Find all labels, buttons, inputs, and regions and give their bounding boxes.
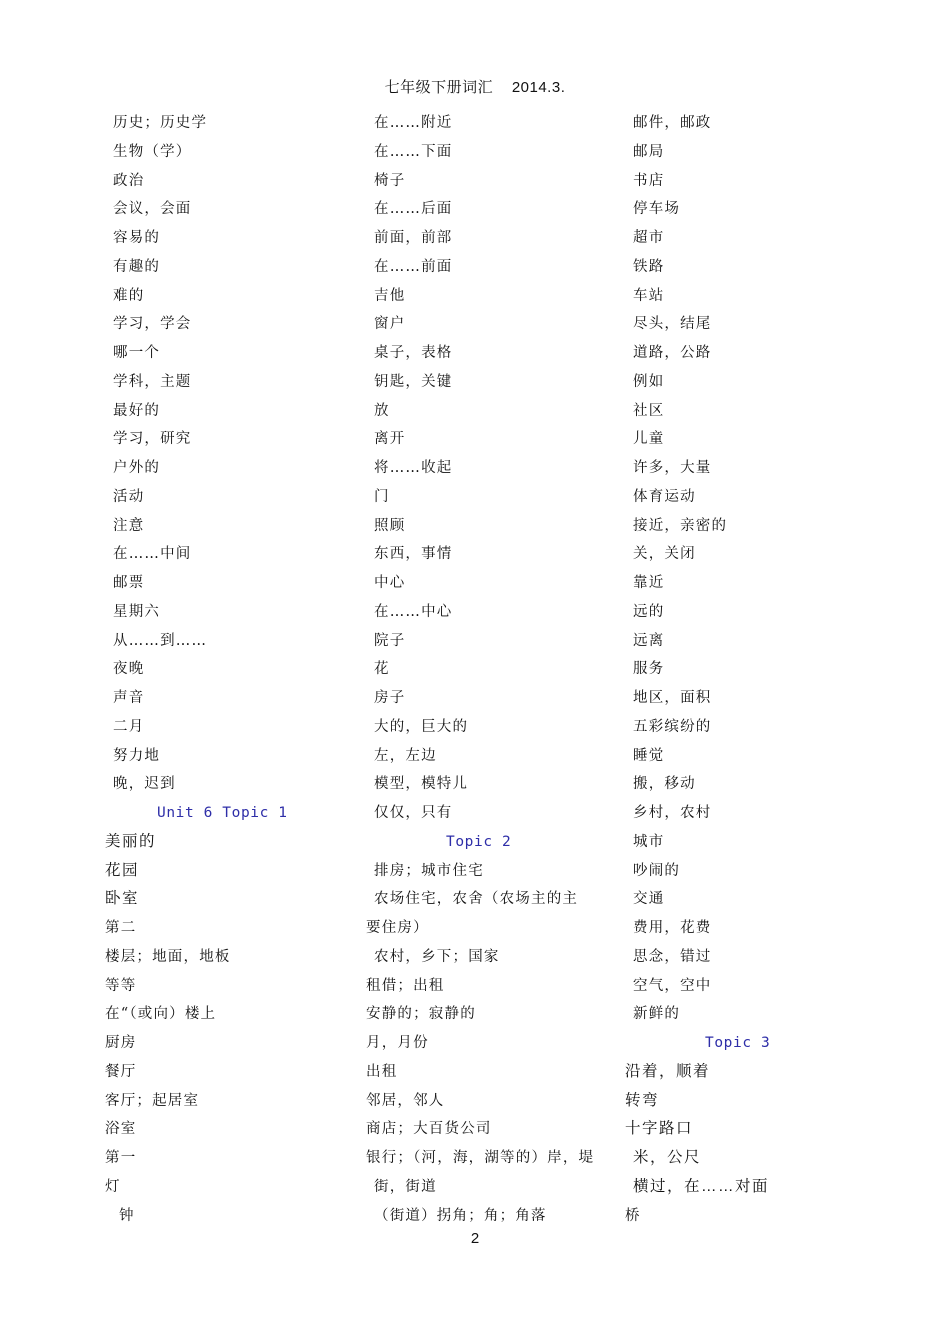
vocab-entry: 在……后面 xyxy=(374,201,453,218)
vocab-entry: 星期六 xyxy=(113,603,161,620)
vocab-entry: 花 xyxy=(374,661,390,678)
vocab-entry: 门 xyxy=(374,488,390,505)
title-text: 七年级下册词汇 xyxy=(384,79,494,96)
vocab-entry: 生物（学） xyxy=(113,143,192,160)
vocab-entry: 远离 xyxy=(633,632,665,649)
vocab-entry: 最好的 xyxy=(113,402,161,419)
vocab-entry: 活动 xyxy=(113,488,145,505)
vocab-entry: 远的 xyxy=(633,603,665,620)
vocab-entry: 农场住宅，农舍（农场主的主 xyxy=(374,891,579,908)
vocab-entry: 商店；大百货公司 xyxy=(366,1121,492,1138)
vocab-entry: 在……前面 xyxy=(374,258,453,275)
vocab-entry: 十字路口 xyxy=(625,1120,694,1138)
vocab-entry: 第一 xyxy=(105,1150,137,1166)
vocab-entry: 邮局 xyxy=(633,143,665,160)
vocab-entry: 第二 xyxy=(105,920,137,936)
vocab-entry: 离开 xyxy=(374,431,406,448)
vocab-entry: 停车场 xyxy=(633,201,681,218)
vocab-entry: 椅子 xyxy=(374,172,406,189)
vocab-entry: 靠近 xyxy=(633,575,665,591)
vocab-entry: （街道）拐角；角；角落 xyxy=(374,1207,547,1224)
vocab-entry: 卧室 xyxy=(105,890,140,908)
vocab-entry: 美丽的 xyxy=(105,832,157,850)
vocab-entry: 农村，乡下；国家 xyxy=(374,948,500,965)
section-heading: Topic 2 xyxy=(446,833,512,850)
vocab-entry: 超市 xyxy=(633,230,665,246)
vocab-entry: 在……中间 xyxy=(113,546,192,563)
vocab-entry: 出租 xyxy=(366,1063,398,1080)
vocab-entry: 客厅；起居室 xyxy=(105,1092,200,1109)
vocab-entry: 月，月份 xyxy=(366,1035,429,1051)
vocab-entry: 乡村，农村 xyxy=(633,805,712,821)
vocab-entry: 邻居，邻人 xyxy=(366,1092,445,1109)
vocab-entry: 转弯 xyxy=(625,1091,660,1109)
vocab-entry: 体育运动 xyxy=(633,488,696,505)
vocab-entry: 社区 xyxy=(633,402,665,419)
vocab-entry: 前面，前部 xyxy=(374,230,453,246)
vocab-entry: 银行；（河，海，湖等的）岸，堤 xyxy=(366,1150,595,1166)
vocab-entry: 哪一个 xyxy=(113,345,161,361)
vocab-entry: 桌子，表格 xyxy=(374,345,453,361)
title-date: 2014.3. xyxy=(511,79,566,96)
vocab-entry: 地区，面积 xyxy=(633,690,712,706)
vocab-entry: 窗户 xyxy=(374,316,406,333)
vocab-entry: 楼层；地面，地板 xyxy=(105,948,231,965)
vocab-entry: 将……收起 xyxy=(374,460,453,476)
vocab-entry: 等等 xyxy=(105,977,137,994)
vocab-entry: 邮件，邮政 xyxy=(633,115,712,131)
vocab-entry: 费用，花费 xyxy=(633,920,712,936)
vocab-entry: 在……附近 xyxy=(374,115,453,131)
vocab-entry: 钟 xyxy=(119,1207,135,1224)
vocab-entry: 在“（或向）楼上 xyxy=(105,1006,217,1023)
vocab-entry: 关，关闭 xyxy=(633,546,696,563)
vocab-entry: 左，左边 xyxy=(374,747,437,764)
vocab-entry: 儿童 xyxy=(633,431,665,448)
vocab-entry: 照顾 xyxy=(374,517,406,534)
vocab-entry: 吵闹的 xyxy=(633,862,681,879)
vocab-entry: 吉他 xyxy=(374,287,406,304)
vocab-entry: 邮票 xyxy=(113,575,145,591)
vocab-entry: 夜晚 xyxy=(113,661,145,678)
vocab-entry: 新鲜的 xyxy=(633,1006,681,1023)
vocab-entry: 尽头，结尾 xyxy=(633,316,712,333)
section-heading: Topic 3 xyxy=(705,1035,771,1051)
vocab-entry: 从……到…… xyxy=(113,632,208,649)
vocab-entry: 搬，移动 xyxy=(633,776,696,793)
vocab-entry: 有趣的 xyxy=(113,258,161,275)
vocab-entry: 例如 xyxy=(633,373,665,390)
vocab-entry: 睡觉 xyxy=(633,747,665,764)
vocab-entry: 安静的；寂静的 xyxy=(366,1006,476,1023)
vocab-entry: 车站 xyxy=(633,287,665,304)
vocab-entry: 铁路 xyxy=(633,258,665,275)
vocab-entry: 户外的 xyxy=(113,460,161,476)
vocab-entry: 米，公尺 xyxy=(633,1149,702,1166)
vocab-entry: 在……下面 xyxy=(374,143,453,160)
vocab-entry: 学科，主题 xyxy=(113,373,192,390)
vocab-entry: 横过，在……对面 xyxy=(633,1177,770,1195)
vocab-entry: 要住房） xyxy=(366,920,429,936)
vocab-entry: 五彩缤纷的 xyxy=(633,718,712,735)
vocab-entry: 东西，事情 xyxy=(374,546,453,563)
vocab-entry: 会议，会面 xyxy=(113,201,192,218)
vocab-entry: 钥匙，关键 xyxy=(374,373,453,390)
vocab-entry: 接近，亲密的 xyxy=(633,517,728,534)
vocab-entry: 花园 xyxy=(105,861,140,879)
vocab-entry: 许多，大量 xyxy=(633,460,712,476)
vocab-entry: 厨房 xyxy=(105,1035,137,1051)
vocab-entry: 空气，空中 xyxy=(633,977,712,994)
vocab-entry: 交通 xyxy=(633,891,665,908)
vocab-entry: 中心 xyxy=(374,575,406,591)
vocab-entry: 难的 xyxy=(113,287,145,304)
vocab-entry: 思念，错过 xyxy=(633,948,712,965)
vocab-entry: 仅仅，只有 xyxy=(374,805,453,821)
vocab-entry: 大的，巨大的 xyxy=(374,718,469,735)
vocab-entry: 道路，公路 xyxy=(633,345,712,361)
vocab-entry: 容易的 xyxy=(113,230,161,246)
vocab-entry: 在……中心 xyxy=(374,603,453,620)
section-heading: Unit 6 Topic 1 xyxy=(157,805,288,821)
vocab-entry: 排房；城市住宅 xyxy=(374,862,484,879)
vocab-entry: 院子 xyxy=(374,632,406,649)
vocab-entry: 桥 xyxy=(625,1207,641,1224)
vocab-entry: 政治 xyxy=(113,172,145,189)
vocab-entry: 努力地 xyxy=(113,747,161,764)
vocab-entry: 餐厅 xyxy=(105,1063,137,1080)
vocab-entry: 声音 xyxy=(113,690,145,706)
vocab-entry: 书店 xyxy=(633,172,665,189)
vocab-entry: 街，街道 xyxy=(374,1178,437,1195)
vocab-entry: 学习，研究 xyxy=(113,431,192,448)
page-title xyxy=(0,76,950,97)
vocab-entry: 房子 xyxy=(374,690,406,706)
vocab-entry: 服务 xyxy=(633,661,665,678)
page-number: 2 xyxy=(470,1230,480,1247)
vocab-entry: 浴室 xyxy=(105,1121,137,1138)
vocab-entry: 放 xyxy=(374,402,390,419)
vocab-entry: 沿着，顺着 xyxy=(625,1062,711,1080)
vocab-entry: 注意 xyxy=(113,517,145,534)
vocab-entry: 租借；出租 xyxy=(366,977,445,994)
vocab-entry: 晚，迟到 xyxy=(113,776,176,793)
vocab-entry: 灯 xyxy=(105,1178,121,1195)
vocab-entry: 学习，学会 xyxy=(113,316,192,333)
vocab-entry: 模型，模特儿 xyxy=(374,776,469,793)
vocab-entry: 历史；历史学 xyxy=(113,115,208,131)
vocab-entry: 二月 xyxy=(113,718,145,735)
vocab-entry: 城市 xyxy=(633,833,665,850)
